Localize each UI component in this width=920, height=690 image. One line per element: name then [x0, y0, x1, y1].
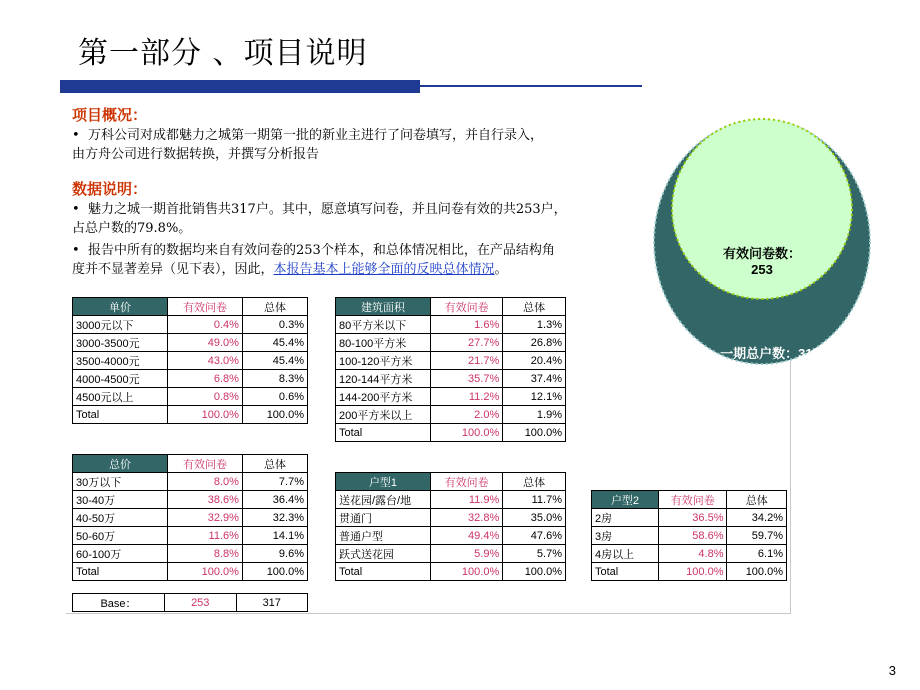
row-label: 3000元以下	[73, 316, 168, 334]
table-row	[336, 334, 566, 352]
valid-survey-value: 32.9%	[168, 509, 243, 527]
row-label: 80-100平方米	[336, 334, 431, 352]
valid-survey-value: 1.6%	[431, 316, 503, 334]
overall-value: 100.0%	[503, 563, 566, 581]
col-header: 总体	[503, 298, 566, 316]
overall-value: 14.1%	[242, 527, 307, 545]
table-row	[73, 509, 308, 527]
row-label: 144-200平方米	[336, 388, 431, 406]
row-label: Total	[592, 563, 659, 581]
row-label: 普通户型	[336, 527, 431, 545]
overall-value: 12.1%	[503, 388, 566, 406]
table-row	[73, 388, 308, 406]
inner-bubble-label	[700, 243, 824, 277]
table-row	[73, 527, 308, 545]
inner-bubble-title: 有效问卷数：	[722, 246, 801, 261]
overall-value: 35.0%	[503, 509, 566, 527]
overall-value: 34.2%	[727, 509, 787, 527]
valid-survey-value: 0.4%	[168, 316, 243, 334]
base-label: Base：	[73, 594, 165, 612]
valid-survey-value: 100.0%	[659, 563, 727, 581]
row-label: 2房	[592, 509, 659, 527]
table-row	[336, 370, 566, 388]
table-header-row	[336, 473, 566, 491]
valid-survey-value: 2.0%	[431, 406, 503, 424]
overall-value: 37.4%	[503, 370, 566, 388]
overview-line-2: 由方舟公司进行数据转换，并撰写分析报告	[72, 147, 320, 162]
row-label: Total	[73, 563, 168, 581]
overall-value: 6.1%	[727, 545, 787, 563]
valid-survey-value: 4.8%	[659, 545, 727, 563]
overview-paragraph	[72, 126, 642, 164]
overall-value: 100.0%	[727, 563, 787, 581]
row-label: 4000-4500元	[73, 370, 168, 388]
overall-value: 20.4%	[503, 352, 566, 370]
valid-survey-value: 11.2%	[431, 388, 503, 406]
overall-value: 9.6%	[242, 545, 307, 563]
valid-survey-value: 49.4%	[431, 527, 503, 545]
valid-survey-value: 27.7%	[431, 334, 503, 352]
row-label: 4房以上	[592, 545, 659, 563]
bullet-dot: •	[72, 128, 80, 143]
col-header: 总价	[73, 455, 168, 473]
col-header: 总体	[727, 491, 787, 509]
report-summary-link[interactable]: 本报告基本上能够全面的反映总体情况	[273, 262, 495, 277]
table-row	[73, 316, 308, 334]
col-header: 有效问卷	[431, 473, 503, 491]
row-label: 200平方米以上	[336, 406, 431, 424]
row-label: 30万以下	[73, 473, 168, 491]
row-label: 100-120平方米	[336, 352, 431, 370]
col-header: 户型2	[592, 491, 659, 509]
data-note-line-4: 度并不显著差异（见下表），因此，	[72, 262, 274, 277]
valid-survey-value: 58.6%	[659, 527, 727, 545]
valid-survey-value: 36.5%	[659, 509, 727, 527]
valid-survey-value: 38.6%	[168, 491, 243, 509]
total-price-table	[72, 454, 308, 581]
table-row	[336, 527, 566, 545]
bullet-dot: •	[72, 243, 80, 258]
col-header: 有效问卷	[168, 298, 243, 316]
overall-value: 1.3%	[503, 316, 566, 334]
col-header: 建筑面积	[336, 298, 431, 316]
table-row	[336, 563, 566, 581]
table-row	[336, 545, 566, 563]
table-row	[336, 316, 566, 334]
page-title: 第一部分 、项目说明	[78, 36, 368, 71]
valid-survey-value: 5.9%	[431, 545, 503, 563]
data-note-heading: 数据说明：	[72, 180, 148, 198]
row-label: 80平方米以下	[336, 316, 431, 334]
row-label: 送花园/露台/地	[336, 491, 431, 509]
row-label: 贯通门	[336, 509, 431, 527]
valid-survey-value: 6.8%	[168, 370, 243, 388]
col-header: 有效问卷	[168, 455, 243, 473]
col-header: 单价	[73, 298, 168, 316]
valid-survey-value: 35.7%	[431, 370, 503, 388]
table-row	[336, 406, 566, 424]
valid-survey-value: 8.0%	[168, 473, 243, 491]
base-valid: 253	[165, 594, 237, 612]
table-row	[73, 473, 308, 491]
overall-value: 100.0%	[242, 563, 307, 581]
overall-value: 11.7%	[503, 491, 566, 509]
inner-bubble-value: 253	[751, 262, 773, 277]
overall-value: 32.3%	[242, 509, 307, 527]
overall-value: 45.4%	[242, 334, 307, 352]
overall-value: 7.7%	[242, 473, 307, 491]
overview-line-1: 万科公司对成都魅力之城第一期第一批的新业主进行了问卷填写，并自行录入，	[88, 128, 544, 143]
table-row	[336, 388, 566, 406]
table-row	[73, 563, 308, 581]
row-label: 120-144平方米	[336, 370, 431, 388]
overall-value: 5.7%	[503, 545, 566, 563]
table-row	[592, 509, 787, 527]
valid-survey-value: 8.8%	[168, 545, 243, 563]
row-label: 3500-4000元	[73, 352, 168, 370]
table-row	[336, 491, 566, 509]
table-row	[592, 563, 787, 581]
table-header-row	[73, 298, 308, 316]
table-row	[73, 545, 308, 563]
row-label: 60-100万	[73, 545, 168, 563]
overall-value: 26.8%	[503, 334, 566, 352]
overall-value: 1.9%	[503, 406, 566, 424]
row-label: 50-60万	[73, 527, 168, 545]
row-label: Total	[336, 424, 431, 442]
unit-type1-table	[335, 472, 566, 581]
valid-survey-value: 32.8%	[431, 509, 503, 527]
overall-value: 59.7%	[727, 527, 787, 545]
overall-value: 0.3%	[242, 316, 307, 334]
valid-survey-value: 11.9%	[431, 491, 503, 509]
table-row	[73, 491, 308, 509]
overall-value: 0.6%	[242, 388, 307, 406]
row-label: 4500元以上	[73, 388, 168, 406]
table-row	[73, 352, 308, 370]
col-header: 户型1	[336, 473, 431, 491]
data-note-line-2: 占总户数的79.8%。	[72, 221, 192, 236]
overview-heading: 项目概况：	[72, 106, 148, 124]
valid-survey-value: 43.0%	[168, 352, 243, 370]
col-header: 总体	[242, 455, 307, 473]
table-row	[336, 509, 566, 527]
base-total: 317	[236, 594, 308, 612]
valid-survey-value: 11.6%	[168, 527, 243, 545]
col-header: 总体	[503, 473, 566, 491]
valid-survey-value: 21.7%	[431, 352, 503, 370]
table-row	[592, 545, 787, 563]
table-row	[73, 334, 308, 352]
overall-value: 45.4%	[242, 352, 307, 370]
table-row	[336, 424, 566, 442]
row-label: 40-50万	[73, 509, 168, 527]
base-row	[73, 594, 308, 612]
overall-value: 8.3%	[242, 370, 307, 388]
row-label: Total	[336, 563, 431, 581]
valid-survey-value: 100.0%	[168, 563, 243, 581]
data-note-line-1: 魅力之城一期首批销售共317户。其中，愿意填写问卷，并且问卷有效的共253户，	[88, 202, 567, 217]
valid-survey-value: 100.0%	[431, 563, 503, 581]
row-label: 跃式送花园	[336, 545, 431, 563]
table-header-row	[73, 455, 308, 473]
table-row	[336, 352, 566, 370]
bubble-diagram	[650, 112, 878, 372]
data-note-paragraph	[72, 200, 642, 279]
overall-value: 100.0%	[503, 424, 566, 442]
unit-type2-table	[591, 490, 787, 581]
row-label: 3000-3500元	[73, 334, 168, 352]
outer-bubble-label: 一期总户数：317	[720, 346, 820, 361]
area-table	[335, 297, 566, 442]
valid-survey-value: 100.0%	[168, 406, 243, 424]
row-label: Total	[73, 406, 168, 424]
base-table	[72, 593, 308, 612]
valid-survey-value: 0.8%	[168, 388, 243, 406]
table-row	[592, 527, 787, 545]
valid-survey-value: 100.0%	[431, 424, 503, 442]
bullet-dot: •	[72, 202, 80, 217]
title-accent-bar	[60, 80, 420, 93]
unit-price-table	[72, 297, 308, 424]
data-note-line-3: 报告中所有的数据均来自有效问卷的253个样本，和总体情况相比，在产品结构角	[88, 243, 555, 258]
row-label: 30-40万	[73, 491, 168, 509]
col-header: 总体	[242, 298, 307, 316]
title-underline	[420, 85, 642, 87]
page-number: 3	[888, 663, 896, 678]
table-header-row	[336, 298, 566, 316]
valid-survey-value: 49.0%	[168, 334, 243, 352]
data-note-line-4-end: 。	[494, 262, 508, 277]
overall-value: 100.0%	[242, 406, 307, 424]
col-header: 有效问卷	[431, 298, 503, 316]
table-row	[73, 406, 308, 424]
table-row	[73, 370, 308, 388]
overall-value: 36.4%	[242, 491, 307, 509]
row-label: 3房	[592, 527, 659, 545]
col-header: 有效问卷	[659, 491, 727, 509]
overall-value: 47.6%	[503, 527, 566, 545]
table-header-row	[592, 491, 787, 509]
